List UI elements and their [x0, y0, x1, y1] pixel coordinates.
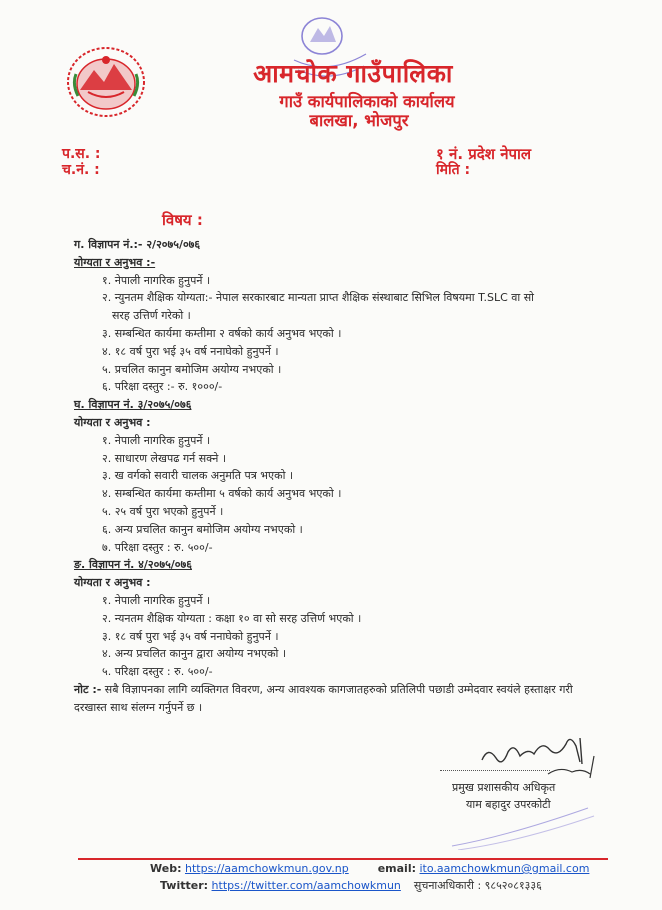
list-item: ७. परिक्षा दस्तुर : रु. ५००/-	[102, 540, 213, 554]
municipality-title: आमचोक गाउँपालिका	[253, 59, 453, 88]
section-title: घ. विज्ञापन नं. ३/२०७५/०७६	[74, 398, 192, 412]
letter-body	[74, 236, 614, 717]
office-name: गाउँ कार्यपालिकाको कार्यालय	[279, 92, 455, 111]
list-item: १. नेपाली नागरिक हुनुपर्ने ।	[102, 273, 211, 287]
letter-cn-label: च.नं. :	[62, 162, 100, 178]
office-location: बालखा, भोजपुर	[309, 111, 409, 130]
signature-line	[440, 766, 550, 771]
province-label: १ नं. प्रदेश नेपाल	[436, 145, 532, 163]
twitter-link[interactable]: https://twitter.com/aamchowkmun	[211, 879, 401, 892]
section-title: ङ. विज्ञापन नं. ४/२०७५/०७६	[74, 558, 192, 572]
list-item-continuation: सरह उत्तिर्ण गरेको ।	[112, 309, 191, 323]
web-label: Web:	[150, 862, 182, 875]
info-officer-contact: सुचनाअधिकारी : ९८५२०८१३३६	[413, 879, 542, 892]
email-link[interactable]: ito.aamchowkmun@gmail.com	[419, 862, 590, 875]
list-item: ३. ख वर्गको सवारी चालक अनुमति पत्र भएको ।	[102, 469, 294, 483]
list-item: ५. २५ वर्ष पुरा भएको हुनुपर्ने ।	[102, 504, 224, 518]
list-item: १. नेपाली नागरिक हुनुपर्ने ।	[102, 433, 211, 447]
website-link[interactable]: https://aamchowkmun.gov.np	[184, 862, 349, 875]
footer-divider	[78, 858, 608, 860]
footer-web-row	[150, 862, 589, 875]
date-label: मिति :	[436, 162, 471, 178]
note-paragraph	[74, 681, 594, 717]
letter-ps-label: प.स. :	[62, 146, 101, 162]
list-item: ३. सम्बन्धित कार्यमा कम्तीमा २ वर्षको कार्य अनुभव भएको ।	[102, 326, 342, 340]
list-item: २. न्यनतम शैक्षिक योग्यता : कक्षा १० वा सो सरह उत्तिर्ण भएको ।	[102, 611, 362, 625]
section-heading: योग्यता र अनुभव :	[74, 576, 151, 590]
signatory-name: याम बहादुर उपरकोटी	[466, 798, 551, 811]
list-item: ६. परिक्षा दस्तुर :- रु. १०००/-	[102, 380, 223, 394]
twitter-label: Twitter:	[160, 879, 209, 892]
list-item: १. नेपाली नागरिक हुनुपर्ने ।	[102, 593, 211, 607]
list-item: २. न्युनतम शैक्षिक योग्यता:- नेपाल सरकारबाट मान्यता प्राप्त शैक्षिक संस्थाबाट सिभिल विषयमा T.SLC वा सो	[102, 291, 535, 305]
note-text: सबै विज्ञापनका लागि व्यक्तिगत विवरण, अन्य आवश्यक कागजातहरुको प्रतिलिपी पछाडी उम्मेदवार स्वयंले हस्ताक्षर गरी दरखास्त साथ संलग्न गर्नुपर्ने छ ।	[74, 682, 573, 714]
section-title: ग. विज्ञापन नं.:- २/२०७५/०७६	[74, 238, 201, 251]
subject-label: विषय :	[162, 211, 203, 229]
list-item: ४. १८ वर्ष पुरा भई ३५ वर्ष ननाघेको हुनुपर्ने ।	[102, 344, 279, 358]
email-label: email:	[377, 862, 416, 875]
footer-twitter-row	[160, 878, 542, 893]
list-item: ४. सम्बन्धित कार्यमा कम्तीमा ५ वर्षको कार्य अनुभव भएको ।	[102, 487, 342, 501]
list-item: ५. परिक्षा दस्तुर : रु. ५००/-	[102, 665, 213, 679]
list-item: ४. अन्य प्रचलित कानुन द्वारा अयोग्य नभएको ।	[102, 647, 287, 661]
list-item: ५. प्रचलित कानुन बमोजिम अयोग्य नभएको ।	[102, 362, 282, 376]
section-heading: योग्यता र अनुभव :	[74, 415, 151, 429]
list-item: ६. अन्य प्रचलित कानुन बमोजिम अयोग्य नभएको ।	[102, 522, 303, 536]
signatory-designation: प्रमुख प्रशासकीय अधिकृत	[452, 781, 556, 794]
note-label: नोट :-	[74, 682, 102, 696]
list-item: ३. १८ वर्ष पुरा भई ३५ वर्ष ननाघेको हुनुपर्ने ।	[102, 629, 279, 643]
section-heading: योग्यता र अनुभव :-	[74, 255, 156, 269]
list-item: २. साधारण लेखपढ गर्न सक्ने ।	[102, 451, 226, 465]
